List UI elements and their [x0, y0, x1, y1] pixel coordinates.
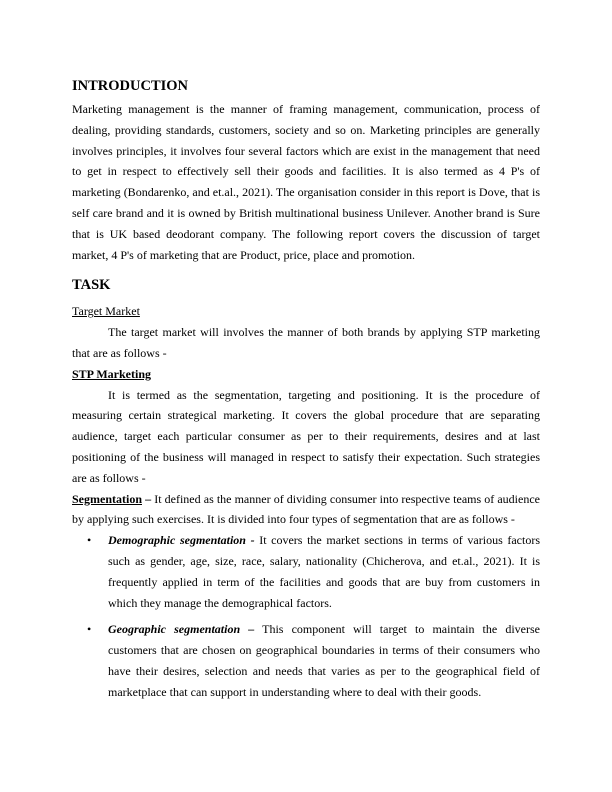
segmentation-list	[72, 530, 540, 702]
introduction-heading: INTRODUCTION	[72, 78, 189, 94]
demographic-text: It covers the market sections in terms of various factors such as gender, age, size, race, salary, nationality (Chicherova, and et.al., 2021). It is frequently applied in term of the facilities and goods that are buy from customers in which they manage the demographical factors.	[108, 533, 540, 610]
list-item-demographic	[72, 530, 540, 613]
geographic-text: This component will target to maintain the diverse customers that are chosen on geographical boundaries in terms of their consumers who have their desires, selection and needs that varies as per to the geographical field of marketplace that can support in understanding where to deal with their goods.	[108, 622, 540, 699]
segmentation-separator: –	[142, 491, 155, 506]
demographic-term: Demographic segmentation -	[108, 533, 255, 548]
bullet-icon: •	[87, 533, 92, 548]
introduction-paragraph: Marketing management is the manner of framing management, communication, process of dealing, providing standards, customers, society and so on. Marketing principles are generally involves principles, it involves four several factors which are exist in the management that need to get in respect to effectively sell their goods and facilities. It is also termed as 4 P's of marketing (Bondarenko, and et.al., 2021). The organisation consider in this report is Dove, that is self care brand and it is owned by British multinational business Unilever. Another brand is Sure that is UK based deodorant company. The following report covers the discussion of target market, 4 P's of marketing that are Product, price, place and promotion.	[72, 102, 540, 262]
segmentation-text: It defined as the manner of dividing consumer into respective teams of audience by applying such exercises. It is divided into four types of segmentation that are as follows -	[72, 491, 540, 527]
target-market-heading: Target Market	[72, 304, 140, 319]
geographic-term: Geographic segmentation –	[108, 622, 255, 637]
segmentation-paragraph	[72, 489, 540, 531]
bullet-icon: •	[87, 622, 92, 637]
stp-marketing-heading: STP Marketing	[72, 366, 152, 381]
task-heading: TASK	[72, 277, 111, 294]
list-item-geographic	[72, 619, 540, 702]
target-market-paragraph: The target market will involves the manner of both brands by applying STP marketing that are as follows -	[72, 325, 540, 360]
stp-marketing-paragraph: It is termed as the segmentation, targeting and positioning. It is the procedure of measuring certain strategical marketing. It covers the global procedure that are separating audience, target each particular consumer as per to their requirements, desires and at last positioning of the business will managed in respect to satisfy their expectation. Such strategies are as follows -	[72, 387, 540, 485]
document-page	[72, 76, 540, 703]
segmentation-term: Segmentation	[72, 491, 142, 506]
